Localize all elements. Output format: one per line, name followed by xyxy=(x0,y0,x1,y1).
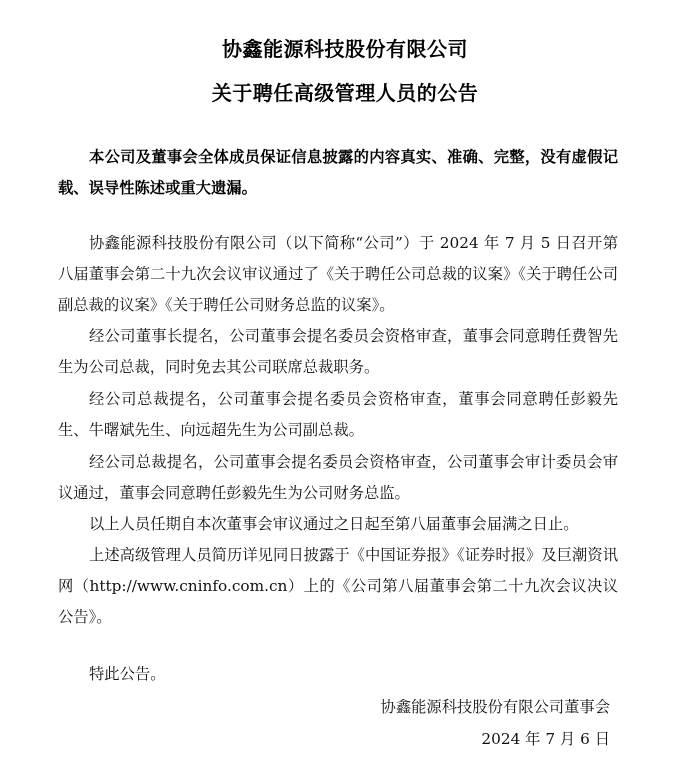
body-paragraph-president: 经公司董事长提名，公司董事会提名委员会资格审查，董事会同意聘任费智先生为公司总裁，同时免去其公司联席总裁职务。 xyxy=(58,327,618,376)
body-paragraph-resumes: 上述高级管理人员简历详见同日披露于《中国证券报》《证券时报》及巨潮资讯网（http://www.cninfo.com.cn）上的《公司第八届董事会第二十九次会议决议公告》。 xyxy=(58,546,618,626)
body-paragraph-cfo: 经公司总裁提名，公司董事会提名委员会资格审查，公司董事会审计委员会审议通过，董事会同意聘任彭毅先生为公司财务总监。 xyxy=(58,453,618,502)
signature-date: 2024 年 7 月 6 日 xyxy=(481,730,610,748)
body-paragraph-term: 以上人员任期自本次董事会审议通过之日起至第八届董事会届满之日止。 xyxy=(89,515,579,533)
disclaimer-statement: 本公司及董事会全体成员保证信息披露的内容真实、准确、完整，没有虚假记载、误导性陈述或重大遗漏。 xyxy=(58,148,618,197)
body-paragraph-vice-presidents: 经公司总裁提名，公司董事会提名委员会资格审查，董事会同意聘任彭毅先生、牛曙斌先生、向远超先生为公司副总裁。 xyxy=(58,390,618,439)
signature-organization: 协鑫能源科技股份有限公司董事会 xyxy=(380,698,610,716)
announcement-title: 关于聘任高级管理人员的公告 xyxy=(211,81,479,105)
company-title: 协鑫能源科技股份有限公司 xyxy=(222,37,468,61)
closing-statement: 特此公告。 xyxy=(89,665,166,683)
body-paragraph-meeting: 协鑫能源科技股份有限公司（以下简称“公司”）于 2024 年 7 月 5 日召开第八届董事会第二十九次会议审议通过了《关于聘任公司总裁的议案》《关于聘任公司副总裁的议案》《关于聘任公司财务总监的议案》。 xyxy=(58,234,618,314)
